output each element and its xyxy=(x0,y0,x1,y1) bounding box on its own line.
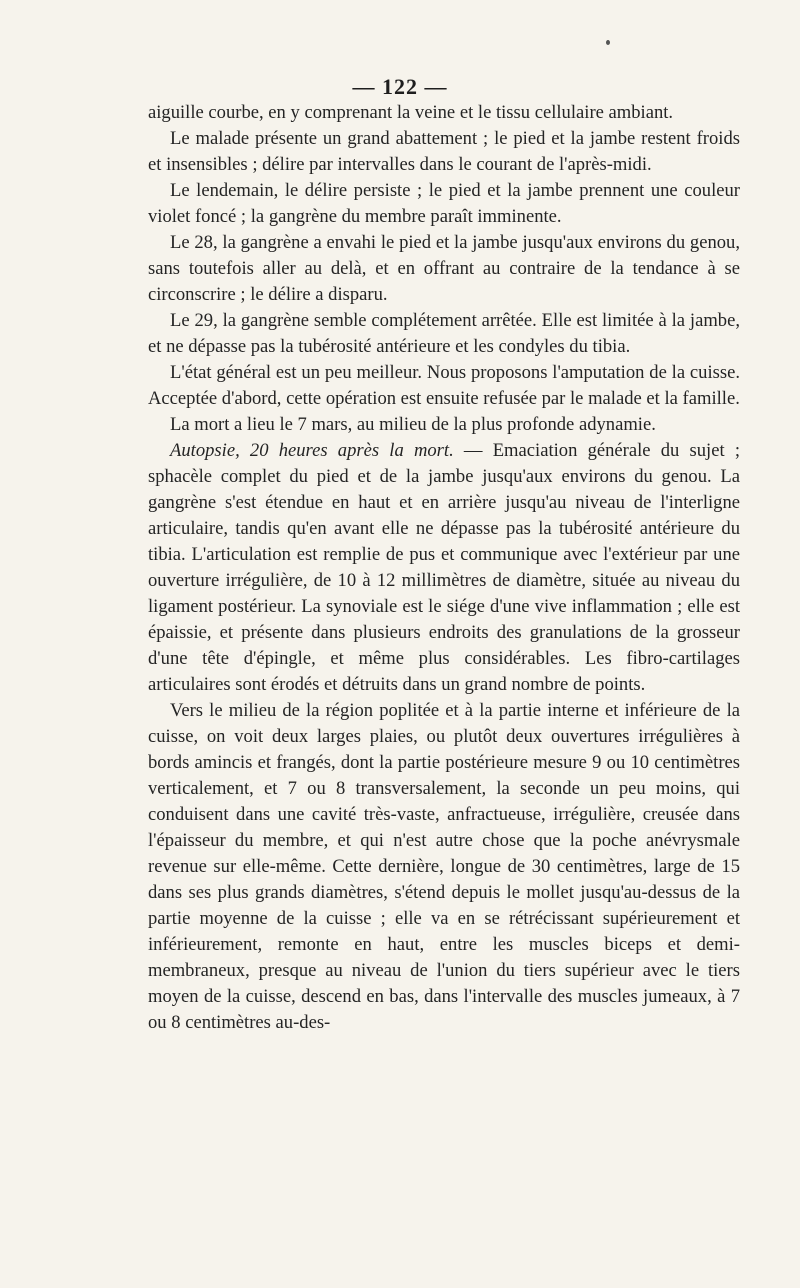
autopsy-heading: Autopsie, 20 heures après la mort. xyxy=(170,440,454,461)
body-text xyxy=(148,100,740,1036)
paragraph: Le 28, la gangrène a envahi le pied et la jambe jusqu'aux environs du genou, sans toutefois aller au delà, et en offrant au contraire de la tendance à se circonscrire ; le délire a disparu. xyxy=(148,232,740,305)
paragraph: Vers le milieu de la région poplitée et à la partie interne et inférieure de la cuisse, on voit deux larges plaies, ou plutôt deux ouvertures irrégulières à bords amincis et frangés, dont la partie postérieure mesure 9 ou 10 centimètres verticalement, et 7 ou 8 transversalement, la seconde un peu moins, qui conduisent dans une cavité très-vaste, anfractueuse, irrégulière, creusée dans l'épaisseur du membre, et qui n'est autre chose que la poche anévrysmale revenue sur elle-même. Cette dernière, longue de 30 centimètres, large de 15 dans ses plus grands diamètres, s'étend depuis le mollet jusqu'au-dessus de la partie moyenne de la cuisse ; elle va en se rétrécissant supérieurement et inférieurement, remonte en haut, entre les muscles biceps et demi-membraneux, presque au niveau de l'union du tiers supérieur avec le tiers moyen de la cuisse, descend en bas, dans l'intervalle des muscles jumeaux, à 7 ou 8 centimètres au-des- xyxy=(148,700,740,1033)
paragraph-autopsy xyxy=(148,438,740,698)
paragraph: L'état général est un peu meilleur. Nous proposons l'amputation de la cuisse. Acceptée d'abord, cette opération est ensuite refusée par le malade et la famille. xyxy=(148,362,740,409)
paragraph: aiguille courbe, en y comprenant la veine et le tissu cellulaire ambiant. xyxy=(148,102,674,123)
paragraph: La mort a lieu le 7 mars, au milieu de la plus profonde adynamie. xyxy=(170,414,656,435)
paragraph: Le malade présente un grand abattement ; le pied et la jambe restent froids et insensibles ; délire par intervalles dans le courant de l'après-midi. xyxy=(148,128,740,175)
autopsy-text: — Emaciation générale du sujet ; sphacèle complet du pied et de la jambe jusqu'aux environs du genou. La gangrène s'est étendue en haut et en arrière jusqu'au niveau de l'interligne articulaire, tandis qu'en avant elle ne dépasse pas la tubérosité antérieure du tibia. L'articulation est remplie de pus et communique avec l'extérieur par une ouverture irrégulière, de 10 à 12 millimètres de diamètre, située au niveau du ligament postérieur. La synoviale est le siége d'une vive inflammation ; elle est épaissie, et présente dans plusieurs endroits des granulations de la grosseur d'une tête d'épingle, et même plus considérables. Les fibro-cartilages articulaires sont érodés et détruits dans un grand nombre de points. xyxy=(148,440,740,695)
page-number: — 122 — xyxy=(352,74,448,99)
ink-speck xyxy=(606,40,610,45)
paragraph: Le 29, la gangrène semble complétement arrêtée. Elle est limitée à la jambe, et ne dépasse pas la tubérosité antérieure et les condyles du tibia. xyxy=(148,310,740,357)
paragraph: Le lendemain, le délire persiste ; le pied et la jambe prennent une couleur violet foncé ; la gangrène du membre paraît imminente. xyxy=(148,180,740,227)
